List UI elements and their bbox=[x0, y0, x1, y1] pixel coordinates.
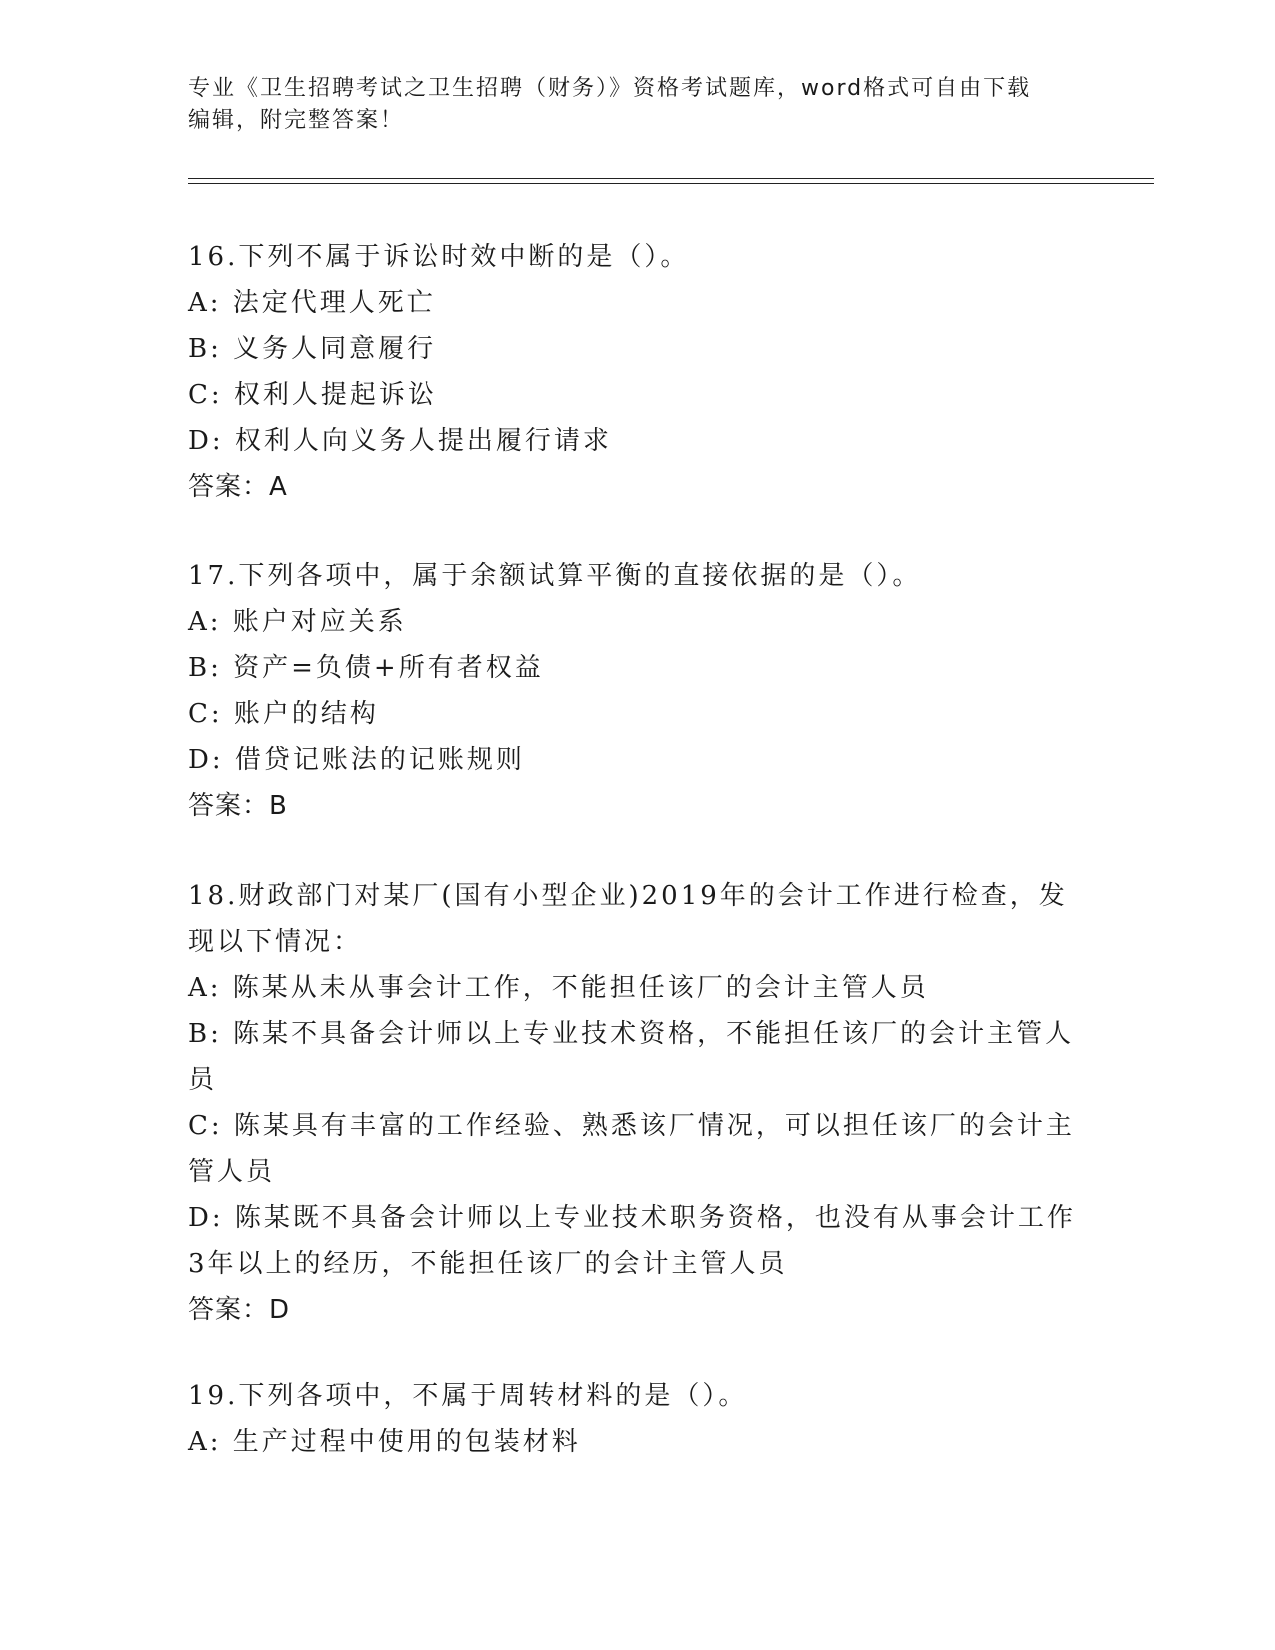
option-d: D: 陈某既不具备会计师以上专业技术职务资格，也没有从事会计工作3年以上的经历，不能担任该厂的会计主管人员 bbox=[188, 1203, 1076, 1279]
question-stem: 16.下列不属于诉讼时效中断的是（）。 bbox=[188, 242, 690, 272]
option-d: D: 借贷记账法的记账规则 bbox=[188, 745, 525, 775]
header-divider-top bbox=[188, 178, 1154, 179]
option-b: B: 义务人同意履行 bbox=[188, 334, 437, 364]
answer: 答案：B bbox=[188, 791, 288, 821]
option-a: A: 账户对应关系 bbox=[188, 607, 407, 637]
option-a: A: 法定代理人死亡 bbox=[188, 288, 436, 318]
option-d: D: 权利人向义务人提出履行请求 bbox=[188, 426, 612, 456]
option-c: C: 陈某具有丰富的工作经验、熟悉该厂情况，可以担任该厂的会计主管人员 bbox=[188, 1111, 1075, 1187]
option-a: A: 生产过程中使用的包装材料 bbox=[188, 1427, 581, 1457]
answer: 答案：D bbox=[188, 1295, 291, 1325]
question-stem: 19.下列各项中，不属于周转材料的是（）。 bbox=[188, 1381, 748, 1411]
header-line-2: 编辑，附完整答案！ bbox=[188, 108, 405, 133]
option-a: A: 陈某从未从事会计工作，不能担任该厂的会计主管人员 bbox=[188, 973, 929, 1003]
option-b: B: 资产=负债+所有者权益 bbox=[188, 653, 544, 683]
option-c: C: 权利人提起诉讼 bbox=[188, 380, 437, 410]
option-b: B: 陈某不具备会计师以上专业技术资格，不能担任该厂的会计主管人员 bbox=[188, 1019, 1075, 1095]
question-stem: 18.财政部门对某厂(国有小型企业)2019年的会计工作进行检查，发现以下情况： bbox=[188, 881, 1068, 957]
answer: 答案：A bbox=[188, 472, 288, 502]
question-18 bbox=[188, 873, 1088, 1333]
question-19 bbox=[188, 1373, 1088, 1465]
document-header bbox=[188, 73, 1088, 137]
question-17 bbox=[188, 553, 1088, 829]
header-divider-bottom bbox=[188, 183, 1154, 184]
question-stem: 17.下列各项中，属于余额试算平衡的直接依据的是（）。 bbox=[188, 561, 922, 591]
question-16 bbox=[188, 234, 1088, 510]
header-line-1: 专业《卫生招聘考试之卫生招聘（财务）》资格考试题库，word格式可自由下载 bbox=[188, 76, 1032, 101]
option-c: C: 账户的结构 bbox=[188, 699, 379, 729]
